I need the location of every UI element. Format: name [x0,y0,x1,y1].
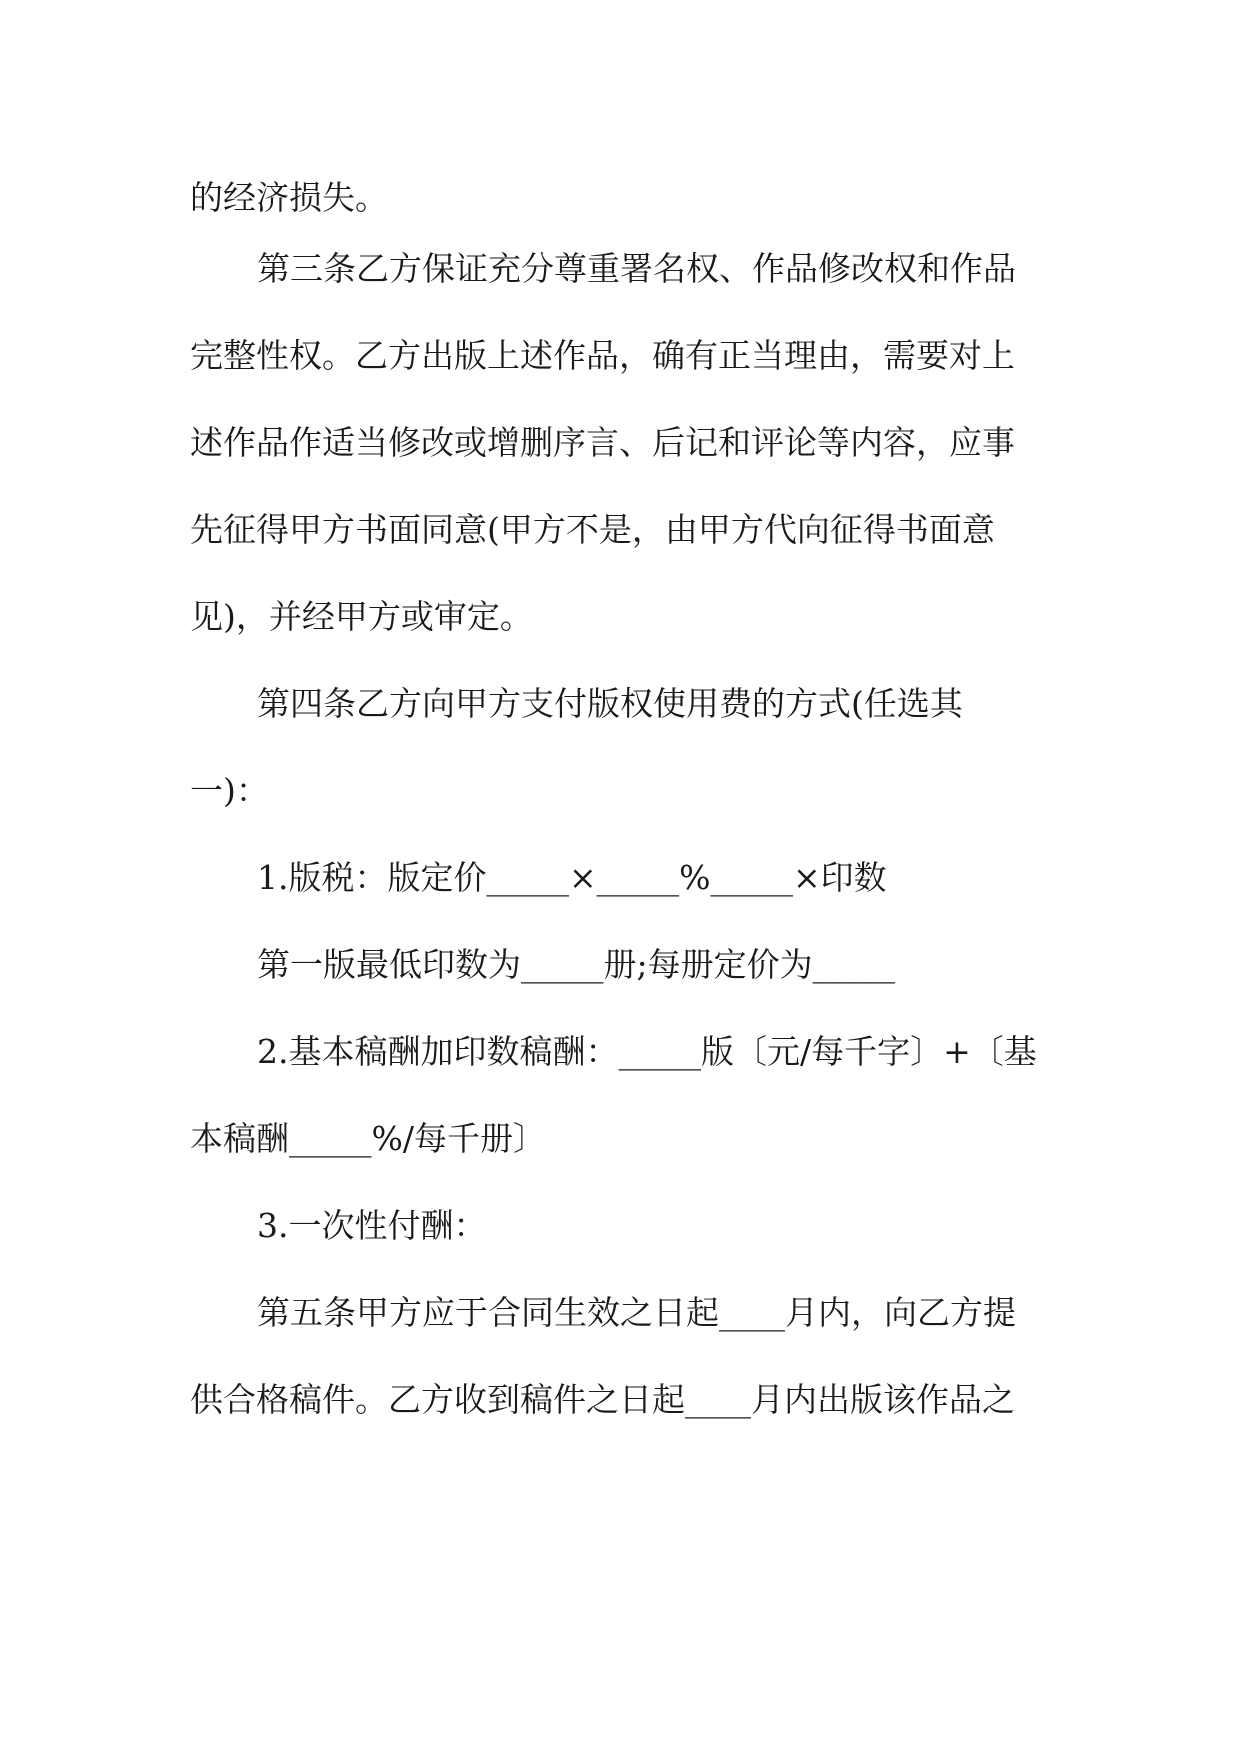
text-line: 先征得甲方书面同意(甲方不是，由甲方代向征得书面意 [190,510,995,549]
paragraph-article-4: 第四条乙方向甲方支付版权使用费的方式(任选其 [257,684,963,723]
text-line: 本稿酬_____%/每千册〕 [190,1119,546,1158]
text-line: 见)，并经甲方或审定。 [190,597,533,636]
text-line: 供合格稿件。乙方收到稿件之日起____月内出版该作品之 [190,1380,1015,1419]
list-item-basic-fee: 2.基本稿酬加印数稿酬：_____版〔元/每千字〕+〔基 [257,1032,1037,1071]
text-line: 一)： [190,771,269,810]
paragraph-article-5: 第五条甲方应于合同生效之日起____月内，向乙方提 [257,1293,1016,1332]
text-line: 完整性权。乙方出版上述作品，确有正当理由，需要对上 [190,336,1015,375]
text-line: 的经济损失。 [190,178,388,217]
text-line: 第一版最低印数为_____册;每册定价为_____ [257,945,896,984]
paragraph-article-3: 第三条乙方保证充分尊重署名权、作品修改权和作品 [257,249,1016,288]
text-line: 述作品作适当修改或增删序言、后记和评论等内容，应事 [190,423,1015,462]
list-item-royalty: 1.版税：版定价_____×_____%_____×印数 [257,858,887,897]
list-item-lump-sum: 3.一次性付酬： [257,1206,487,1245]
